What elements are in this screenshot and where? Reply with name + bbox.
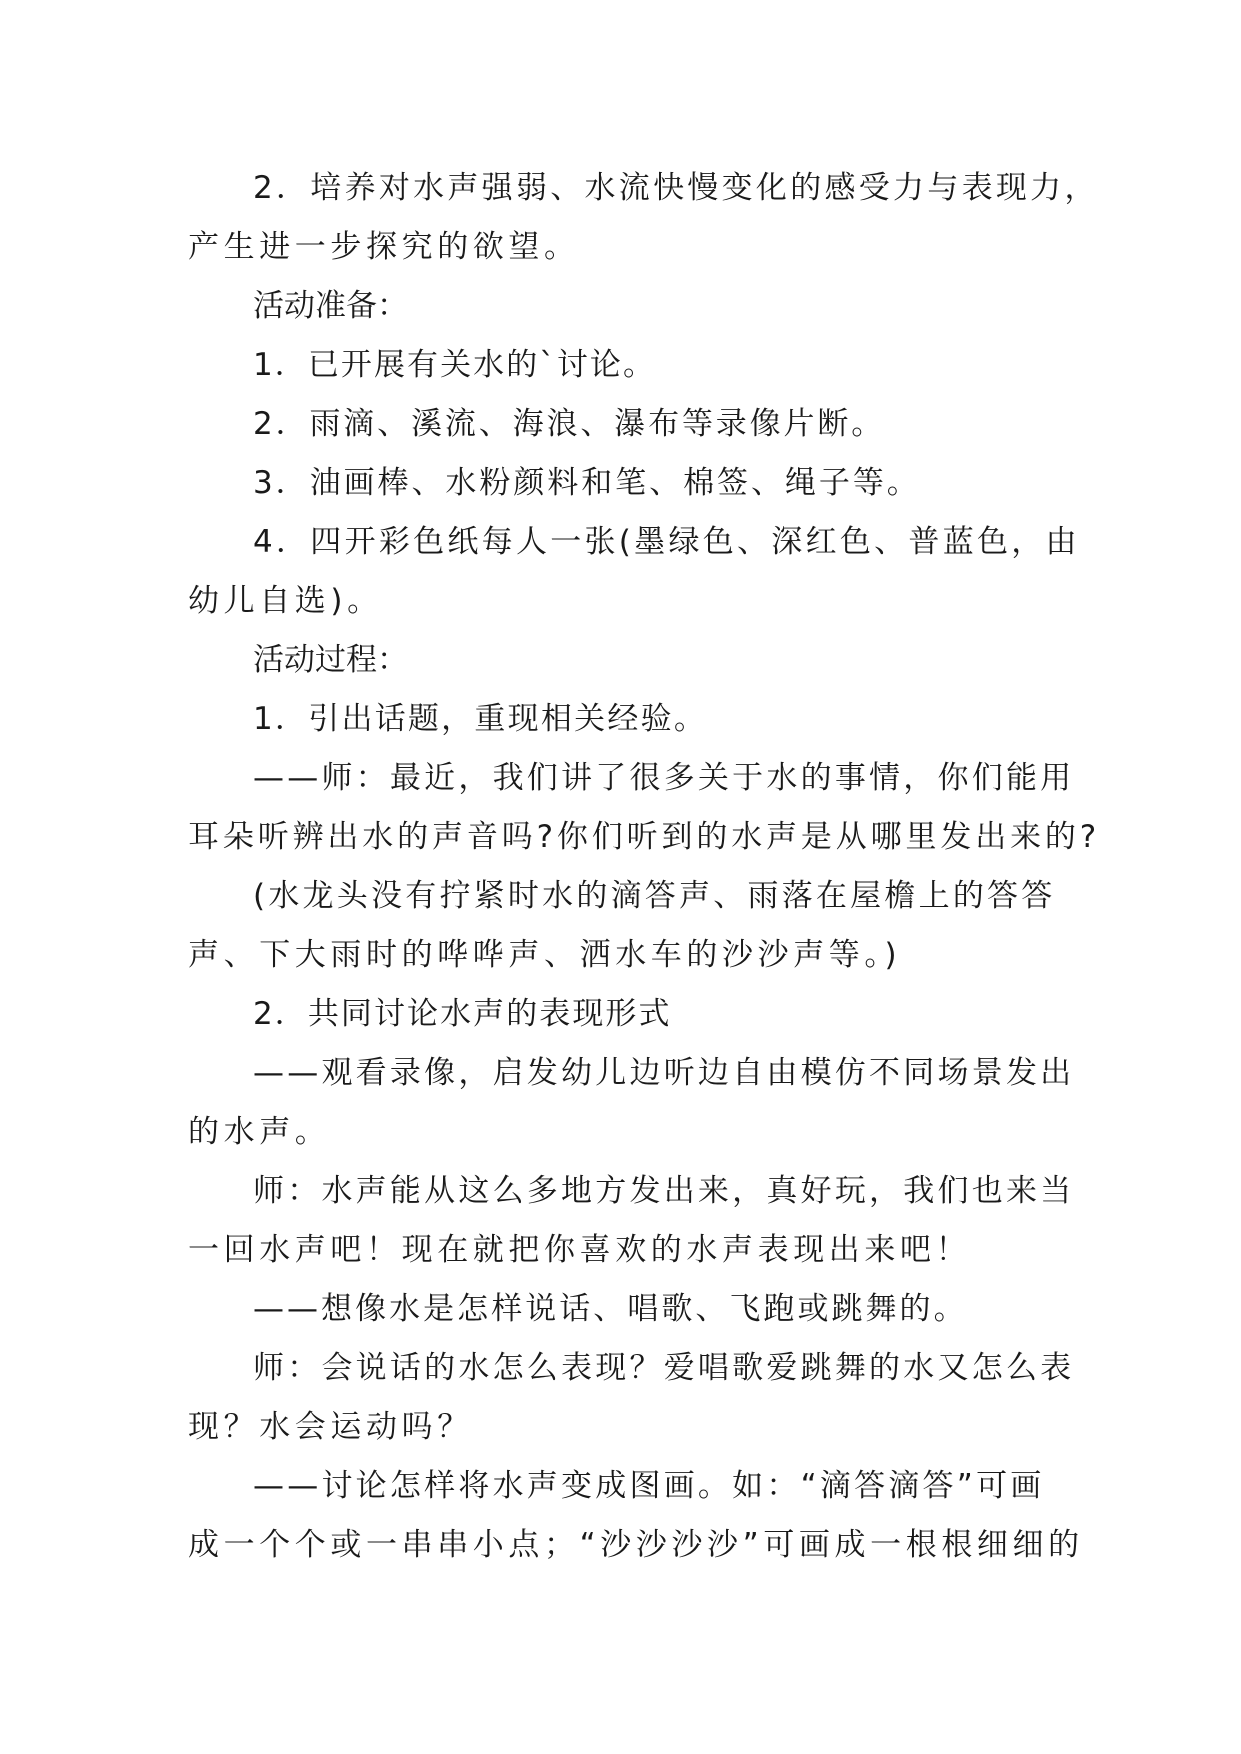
section-heading: 活动过程： — [253, 642, 408, 678]
section-heading: 活动准备： — [253, 288, 408, 324]
paragraph-line: ——观看录像，启发幼儿边听边自由模仿不同场景发出 — [253, 1055, 1075, 1091]
list-item: 3．油画棒、水粉颜料和笔、棉签、绳子等。 — [253, 465, 921, 501]
paragraph-line: 耳朵听辨出水的声音吗?你们听到的水声是从哪里发出来的? — [188, 819, 1101, 855]
paragraph-line: (水龙头没有拧紧时水的滴答声、雨落在屋檐上的答答 — [253, 878, 1056, 914]
list-item: 1．已开展有关水的`讨论。 — [253, 347, 657, 383]
paragraph-line: ——想像水是怎样说话、唱歌、飞跑或跳舞的。 — [253, 1291, 968, 1327]
list-item: 4．四开彩色纸每人一张(墨绿色、深红色、普蓝色，由 — [253, 524, 1080, 560]
paragraph-line: 师：会说话的水怎么表现？爱唱歌爱跳舞的水又怎么表 — [253, 1350, 1075, 1386]
list-item: 1．引出话题，重现相关经验。 — [253, 701, 708, 737]
paragraph-line: ——师：最近，我们讲了很多关于水的事情，你们能用 — [253, 760, 1075, 796]
paragraph-line: 一回水声吧！现在就把你喜欢的水声表现出来吧！ — [188, 1232, 972, 1268]
paragraph-line: 的水声。 — [188, 1114, 331, 1150]
paragraph-line: 声、下大雨时的哗哗声、洒水车的沙沙声等。) — [188, 937, 902, 973]
paragraph-line: 幼儿自选)。 — [188, 583, 383, 619]
list-item: 2．共同讨论水声的表现形式 — [253, 996, 672, 1032]
paragraph-line: ——讨论怎样将水声变成图画。如：“滴答滴答”可画 — [253, 1468, 1045, 1504]
paragraph-line: 产生进一步探究的欲望。 — [188, 229, 580, 265]
paragraph-line: 师：水声能从这么多地方发出来，真好玩，我们也来当 — [253, 1173, 1075, 1209]
paragraph-line: 成一个个或一串串小点；“沙沙沙沙”可画成一根根细细的 — [188, 1527, 1084, 1563]
paragraph-line: 现？水会运动吗？ — [188, 1409, 473, 1445]
list-item: 2．雨滴、溪流、海浪、瀑布等录像片断。 — [253, 406, 886, 442]
paragraph-line: 2．培养对水声强弱、水流快慢变化的感受力与表现力， — [253, 170, 1099, 206]
